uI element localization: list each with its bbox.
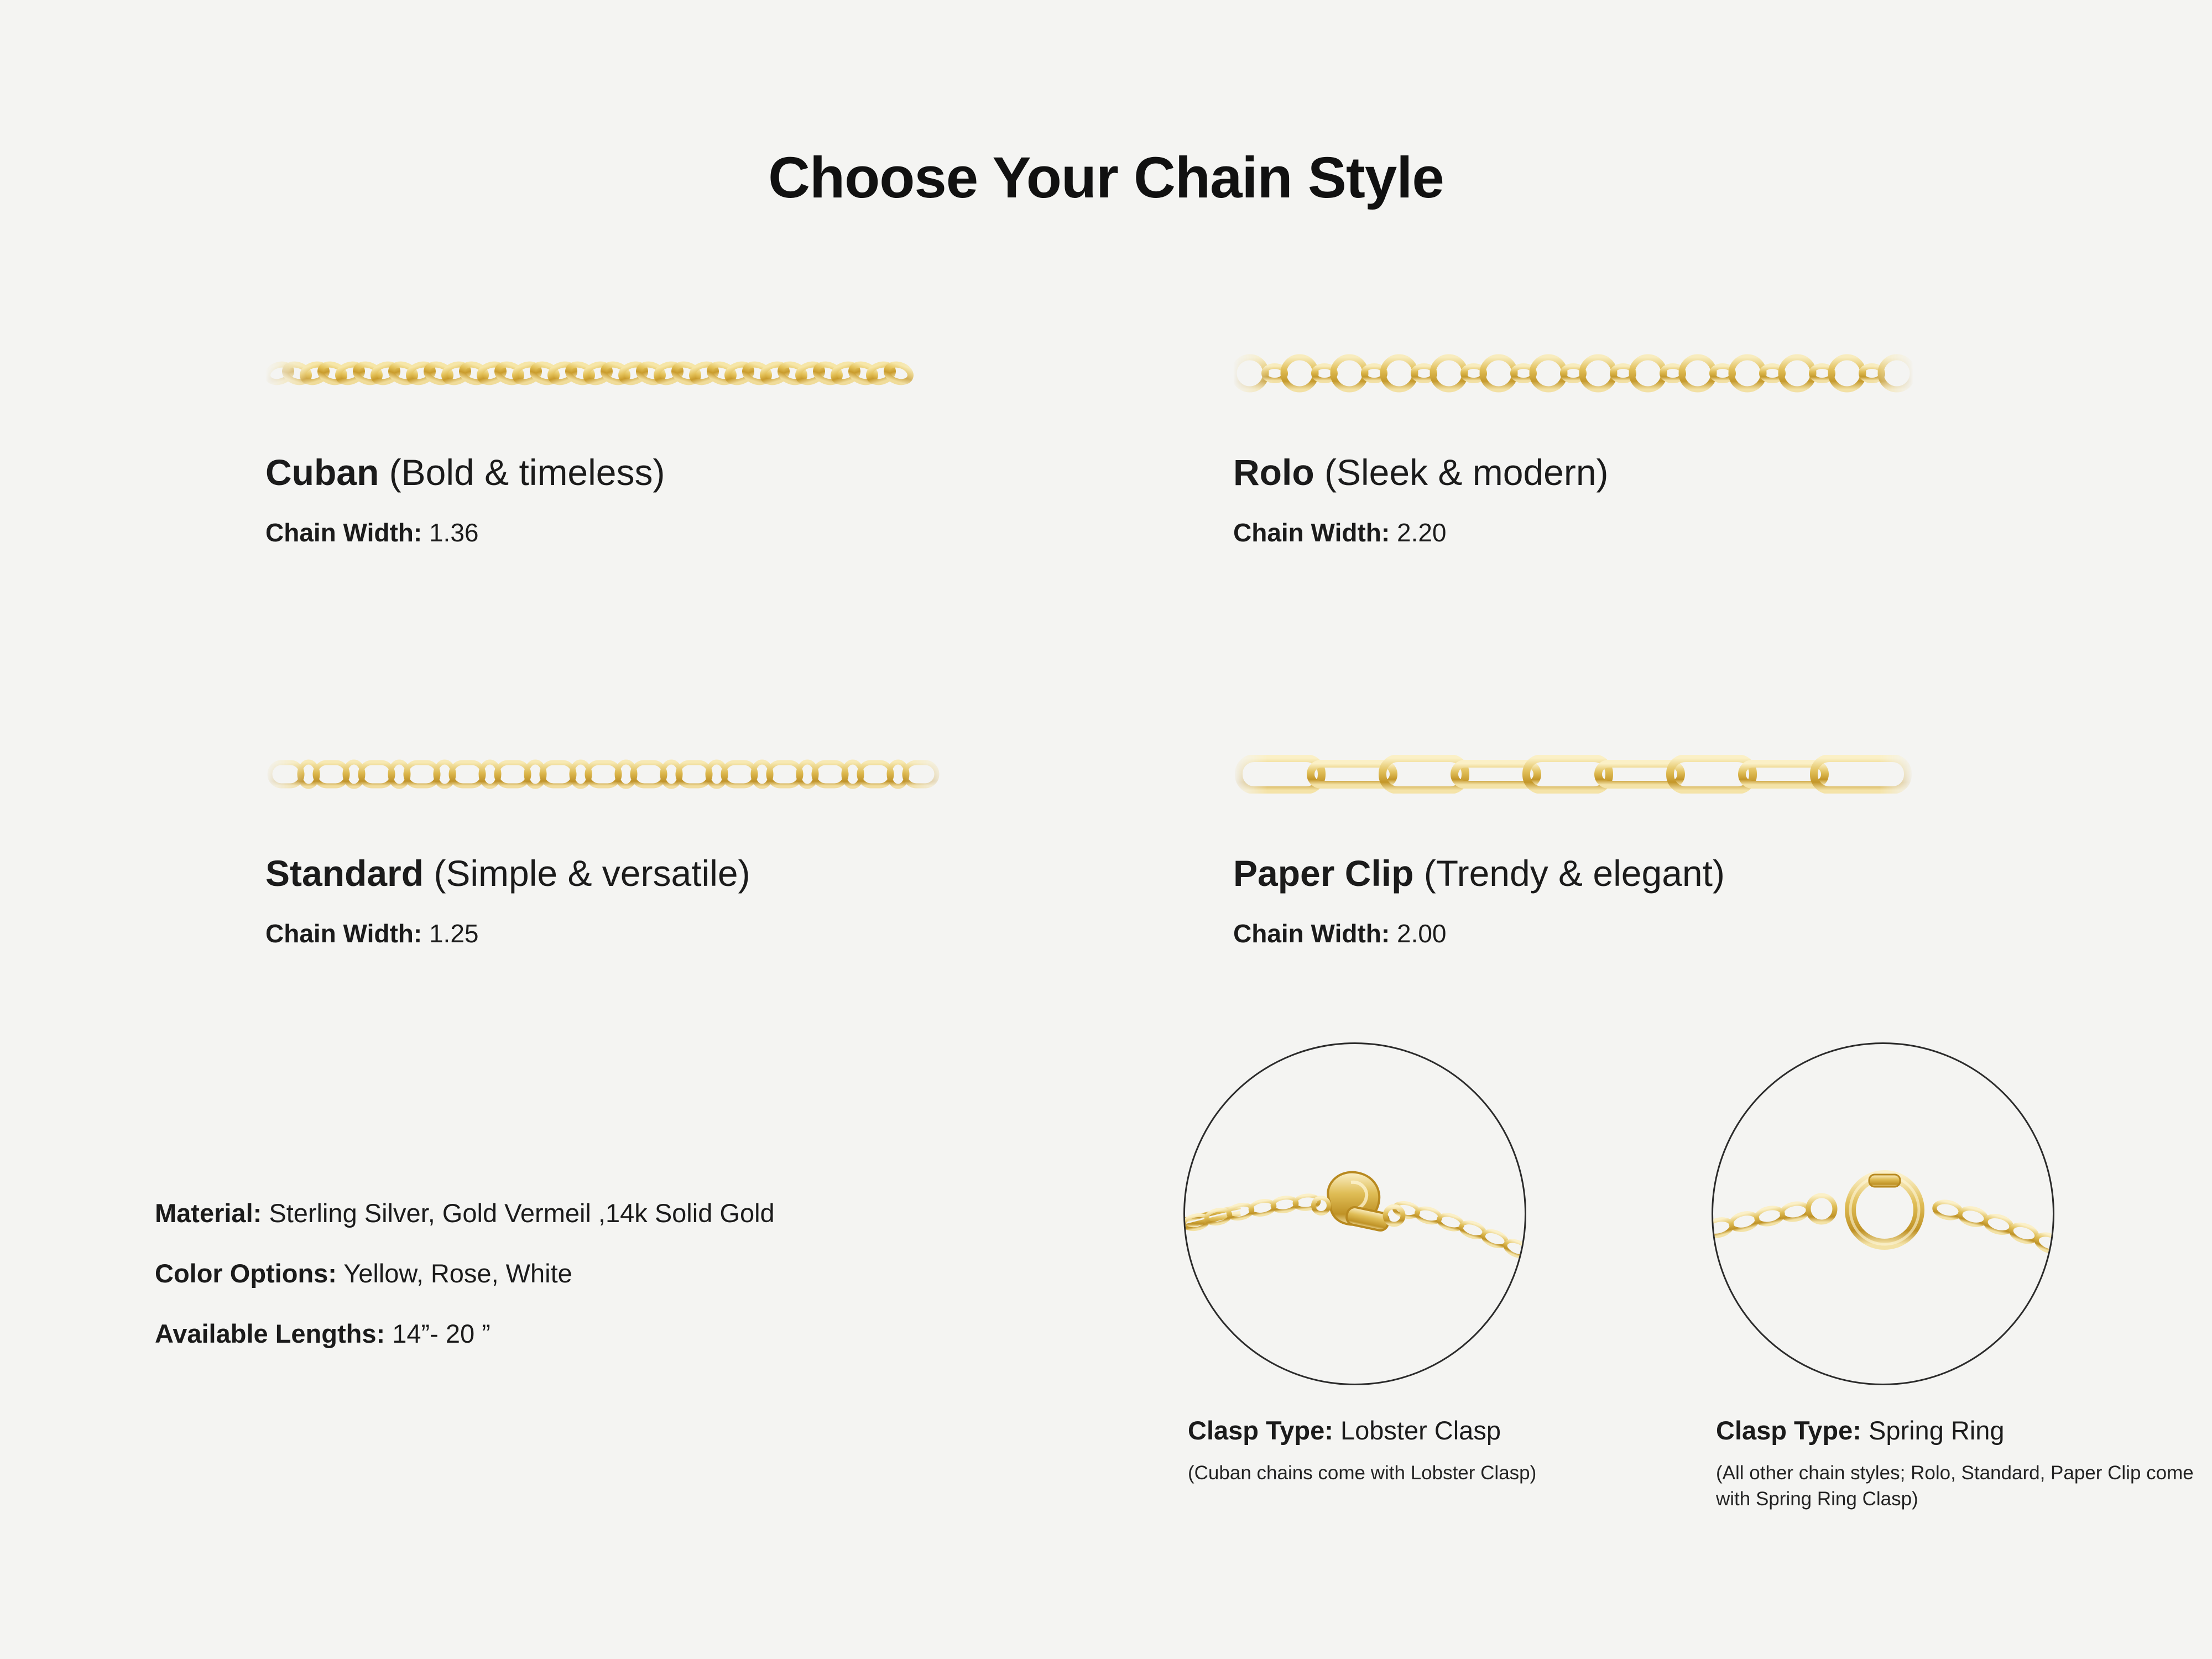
cuban-width-line xyxy=(265,518,946,547)
spec-available-lengths xyxy=(155,1321,775,1347)
chain-card-standard[interactable] xyxy=(265,727,946,948)
available-lengths-label: Available Lengths: xyxy=(155,1319,385,1348)
lobster-clasp-label: Clasp Type: xyxy=(1188,1416,1333,1445)
color-options-value: Yellow, Rose, White xyxy=(343,1259,572,1288)
chain-card-cuban[interactable] xyxy=(265,326,946,547)
paper-clip-name-line xyxy=(1233,852,1913,894)
product-specs xyxy=(155,1200,775,1381)
paper-clip-name: Paper Clip xyxy=(1233,853,1414,894)
rolo-width-label: Chain Width: xyxy=(1233,518,1390,547)
rolo-width-line xyxy=(1233,518,1913,547)
spec-material xyxy=(155,1200,775,1226)
clasp-card-spring-ring[interactable] xyxy=(1712,1042,2212,1512)
rolo-width-value: 2.20 xyxy=(1396,518,1447,547)
standard-name: Standard xyxy=(265,853,424,894)
lobster-clasp-note: (Cuban chains come with Lobster Clasp) xyxy=(1188,1462,1537,1484)
cuban-name-line xyxy=(265,451,946,493)
cuban-width-value: 1.36 xyxy=(429,518,479,547)
rolo-tagline: (Sleek & modern) xyxy=(1324,452,1609,493)
spring-ring-clasp-image xyxy=(1712,1042,2054,1385)
spring-ring-clasp-value: Spring Ring xyxy=(1868,1416,2005,1445)
rolo-chain-image xyxy=(1233,326,1913,431)
chain-card-paper-clip[interactable] xyxy=(1233,727,1913,948)
paper-clip-width-line xyxy=(1233,919,1913,948)
paper-clip-tagline: (Trendy & elegant) xyxy=(1423,853,1725,894)
standard-width-label: Chain Width: xyxy=(265,919,422,948)
lobster-clasp-value: Lobster Clasp xyxy=(1340,1416,1501,1445)
cuban-width-label: Chain Width: xyxy=(265,518,422,547)
rolo-name: Rolo xyxy=(1233,452,1314,493)
material-label: Material: xyxy=(155,1198,262,1228)
spring-ring-clasp-title xyxy=(1716,1415,2212,1446)
available-lengths-value: 14”- 20 ” xyxy=(392,1319,491,1348)
material-value: Sterling Silver, Gold Vermeil ,14k Solid Gold xyxy=(269,1198,775,1228)
paper-clip-width-label: Chain Width: xyxy=(1233,919,1390,948)
spring-ring-clasp-label: Clasp Type: xyxy=(1716,1416,1861,1445)
standard-width-value: 1.25 xyxy=(429,919,479,948)
standard-chain-image xyxy=(265,727,946,832)
paper-clip-chain-image xyxy=(1233,727,1913,832)
spring-ring-clasp-note: (All other chain styles; Rolo, Standard, Paper Clip come with Spring Ring Clasp) xyxy=(1716,1462,2194,1510)
color-options-label: Color Options: xyxy=(155,1259,337,1288)
cuban-chain-image xyxy=(265,326,946,431)
standard-width-line xyxy=(265,919,946,948)
cuban-tagline: (Bold & timeless) xyxy=(389,452,665,493)
standard-tagline: (Simple & versatile) xyxy=(434,853,750,894)
page-title: Choose Your Chain Style xyxy=(768,145,1444,210)
rolo-name-line xyxy=(1233,451,1913,493)
chain-card-rolo[interactable] xyxy=(1233,326,1913,547)
paper-clip-width-value: 2.00 xyxy=(1396,919,1447,948)
spec-color-options xyxy=(155,1260,775,1286)
standard-name-line xyxy=(265,852,946,894)
lobster-clasp-image xyxy=(1183,1042,1526,1385)
clasp-card-lobster[interactable] xyxy=(1183,1042,1536,1486)
cuban-name: Cuban xyxy=(265,452,379,493)
lobster-clasp-title xyxy=(1188,1415,1536,1446)
